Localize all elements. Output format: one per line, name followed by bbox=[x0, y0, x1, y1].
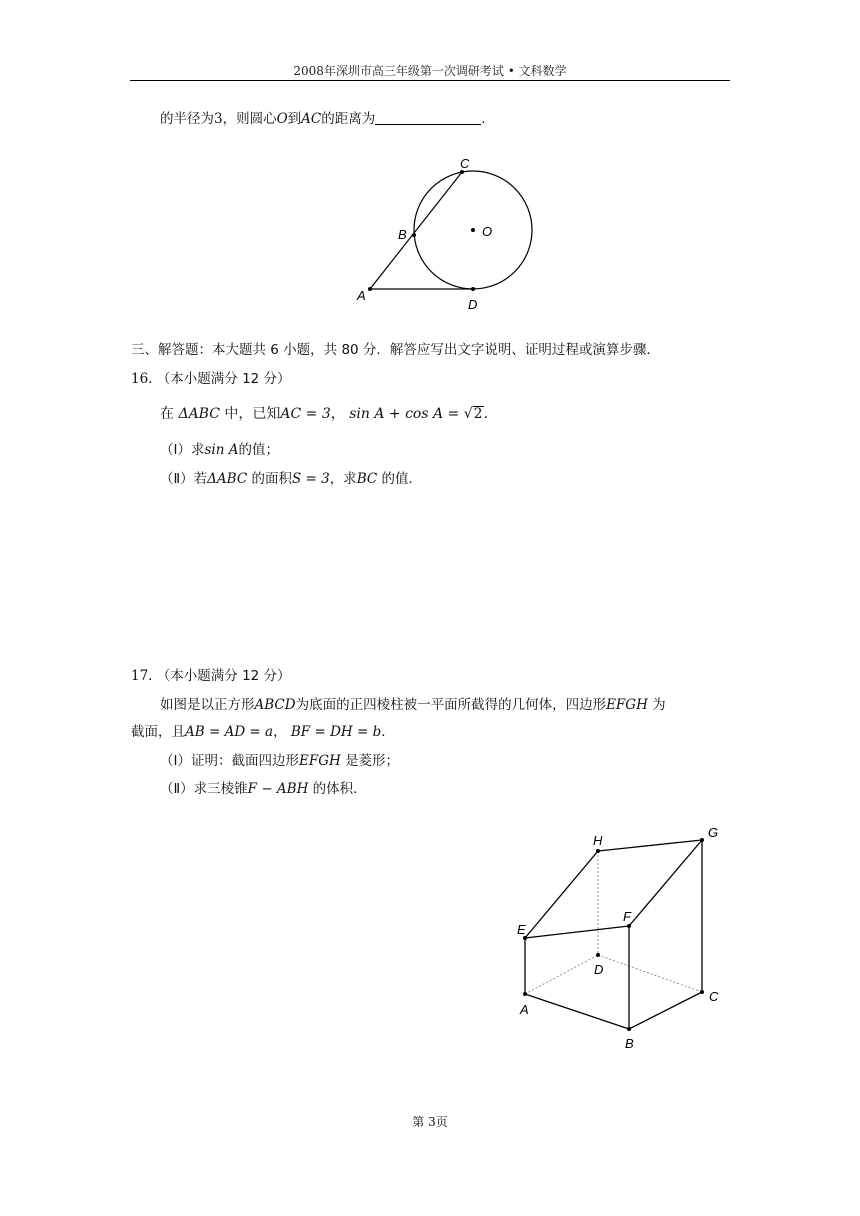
q15-text: 的半径为 bbox=[160, 111, 214, 127]
q16-part2-label: （Ⅱ）若 bbox=[160, 471, 208, 487]
q17-text: 是菱形； bbox=[345, 753, 400, 769]
point-b bbox=[412, 233, 416, 237]
q15-text: 的距离为 bbox=[321, 111, 376, 127]
q15-line: AC bbox=[301, 111, 322, 127]
q17-text: ． bbox=[381, 724, 395, 740]
q17-efgh: EFGH bbox=[606, 697, 648, 713]
q16-part2-tri: ΔABC bbox=[207, 471, 248, 487]
label-d: D bbox=[468, 297, 478, 312]
segment-ac bbox=[370, 172, 462, 289]
point-a bbox=[523, 992, 527, 996]
label-b: B bbox=[398, 227, 407, 242]
point-f bbox=[627, 924, 631, 928]
q17-eq1: AB = AD = a bbox=[185, 724, 274, 740]
q15-text: . bbox=[481, 111, 486, 127]
q17-text: 为 bbox=[652, 697, 666, 713]
q16-text: 中，已知 bbox=[224, 406, 281, 422]
q16-score: （本小题满分 12 分） bbox=[156, 371, 291, 387]
point-b bbox=[627, 1027, 631, 1031]
q16-part2-bc: BC bbox=[356, 471, 378, 487]
q16-part1-label: （Ⅰ）求 bbox=[160, 442, 205, 458]
point-d bbox=[596, 953, 600, 957]
q15-text: 到 bbox=[287, 111, 302, 127]
label-a: A bbox=[357, 288, 366, 303]
q15-text: ，则圆心 bbox=[222, 111, 277, 127]
q17-eq2: BF = DH = b bbox=[290, 724, 382, 740]
page-number: 第 3页 bbox=[412, 1115, 448, 1129]
q17-text: 截面，且 bbox=[131, 724, 185, 740]
edge-bc bbox=[629, 992, 702, 1029]
edge-eh bbox=[525, 851, 598, 938]
q17-score: （本小题满分 12 分） bbox=[156, 668, 291, 684]
edge-hg bbox=[598, 840, 702, 851]
label-b: B bbox=[625, 1036, 634, 1051]
q17-part2 bbox=[160, 780, 367, 798]
label-h: H bbox=[593, 833, 603, 848]
q16-text: 的值． bbox=[381, 471, 422, 487]
header-rule bbox=[130, 80, 730, 81]
q17-part2-expr: F − ABH bbox=[247, 781, 309, 797]
point-a bbox=[368, 287, 372, 291]
q16-text: ，求 bbox=[329, 471, 357, 487]
label-c: C bbox=[709, 989, 719, 1004]
q17-text: 为底面的正四棱柱被一平面所截得的几何体，四边形 bbox=[295, 697, 607, 713]
label-f: F bbox=[623, 909, 631, 924]
q15-center: O bbox=[276, 111, 288, 127]
q15-radius: 3 bbox=[214, 111, 223, 127]
q17-line2 bbox=[131, 723, 395, 741]
q16-part2-area: S = 3 bbox=[291, 471, 330, 487]
edge-ef bbox=[525, 926, 629, 938]
q17-text: 如图是以正方形 bbox=[160, 697, 255, 713]
q17-line1 bbox=[160, 696, 666, 714]
q16-part1-expr: sin A bbox=[204, 442, 239, 458]
q16-part2 bbox=[160, 470, 422, 488]
point-c bbox=[700, 990, 704, 994]
q17-number: 17. bbox=[131, 668, 153, 684]
q16-text: 的值； bbox=[238, 442, 279, 458]
q16-triangle: ΔABC bbox=[178, 406, 220, 422]
q17-abcd: ABCD bbox=[254, 697, 296, 713]
edge-dc-hidden bbox=[598, 955, 702, 992]
q15-tail-line bbox=[160, 110, 486, 128]
circle-figure bbox=[340, 150, 560, 320]
label-d: D bbox=[594, 962, 604, 977]
q16-text: 的面积 bbox=[251, 471, 292, 487]
prism-figure bbox=[505, 820, 735, 1060]
q16-title bbox=[131, 370, 291, 388]
q17-part1-label: （Ⅰ）证明：截面四边形 bbox=[160, 753, 299, 769]
q17-part1-efgh: EFGH bbox=[298, 753, 341, 769]
label-c: C bbox=[460, 156, 470, 171]
q16-number: 16. bbox=[131, 371, 153, 387]
q16-text: 在 bbox=[160, 406, 174, 422]
label-e: E bbox=[517, 922, 526, 937]
label-g: G bbox=[708, 825, 719, 840]
edge-fg bbox=[629, 840, 702, 926]
label-o: O bbox=[482, 224, 493, 239]
q16-stem: 在 ΔABC 中，已知AC = 3， sin A + cos A = √2． bbox=[160, 406, 498, 422]
q17-text: ， bbox=[273, 724, 287, 740]
section-heading: 三、解答题：本大题共 6 小题，共 80 分．解答应写出文字说明、证明过程或演算步骤． bbox=[131, 342, 660, 358]
q16-sqrt: 2 bbox=[473, 406, 483, 422]
q17-part1 bbox=[160, 752, 399, 770]
page-header: 2008年深圳市高三年级第一次调研考试 • 文科数学 bbox=[293, 64, 567, 78]
q17-text: 的体积． bbox=[312, 781, 367, 797]
point-g bbox=[700, 838, 704, 842]
q16-trig: sin A + cos A = bbox=[349, 406, 460, 422]
answer-blank bbox=[375, 110, 481, 125]
q16-text: ， bbox=[330, 406, 345, 422]
label-a: A bbox=[520, 1002, 529, 1017]
q16-part1 bbox=[160, 441, 279, 459]
point-o bbox=[471, 228, 475, 232]
point-h bbox=[596, 849, 600, 853]
q16-text: ． bbox=[483, 406, 498, 422]
point-d bbox=[471, 287, 475, 291]
edge-ab bbox=[525, 994, 629, 1029]
q17-title bbox=[131, 667, 291, 685]
q17-part2-label: （Ⅱ）求三棱锥 bbox=[160, 781, 248, 797]
edge-ad-hidden bbox=[525, 955, 598, 994]
q16-ac-eq: AC = 3 bbox=[280, 406, 331, 422]
